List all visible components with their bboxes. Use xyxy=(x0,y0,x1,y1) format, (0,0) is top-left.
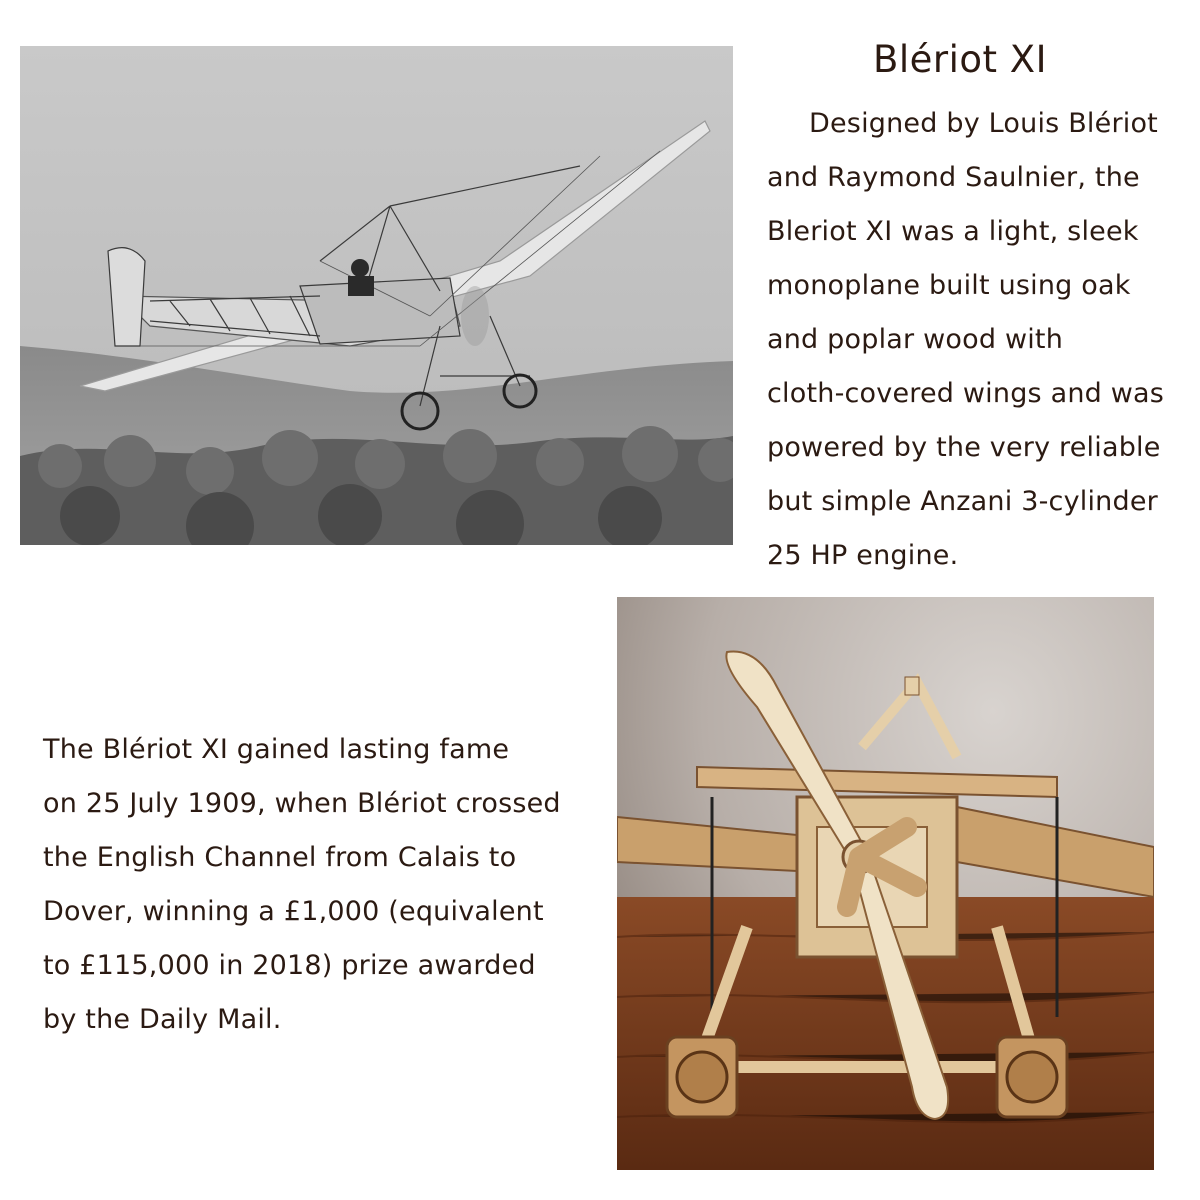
text-line: by the Daily Mail. xyxy=(43,1004,282,1035)
historic-flight-photo xyxy=(20,46,733,545)
design-description xyxy=(767,97,1197,583)
text-line: on 25 July 1909, when Blériot crossed xyxy=(43,788,561,819)
text-line: Designed by Louis Blériot xyxy=(809,108,1158,139)
text-line: 25 HP engine. xyxy=(767,540,959,571)
text-line: cloth-covered wings and was xyxy=(767,378,1165,409)
wooden-model-photo xyxy=(617,597,1154,1170)
text-line: to £115,000 in 2018) prize awarded xyxy=(43,950,536,981)
fame-description xyxy=(43,723,613,1047)
text-line: The Blériot XI gained lasting fame xyxy=(43,734,510,765)
text-line: the English Channel from Calais to xyxy=(43,842,517,873)
text-line: Bleriot XI was a light, sleek xyxy=(767,216,1139,247)
text-line: but simple Anzani 3-cylinder xyxy=(767,486,1158,517)
text-line: powered by the very reliable xyxy=(767,432,1161,463)
text-line: and poplar wood with xyxy=(767,324,1064,355)
text-line: Dover, winning a £1,000 (equivalent xyxy=(43,896,544,927)
text-line: and Raymond Saulnier, the xyxy=(767,162,1140,193)
text-line: monoplane built using oak xyxy=(767,270,1131,301)
page-title: Blériot XI xyxy=(872,38,1048,81)
